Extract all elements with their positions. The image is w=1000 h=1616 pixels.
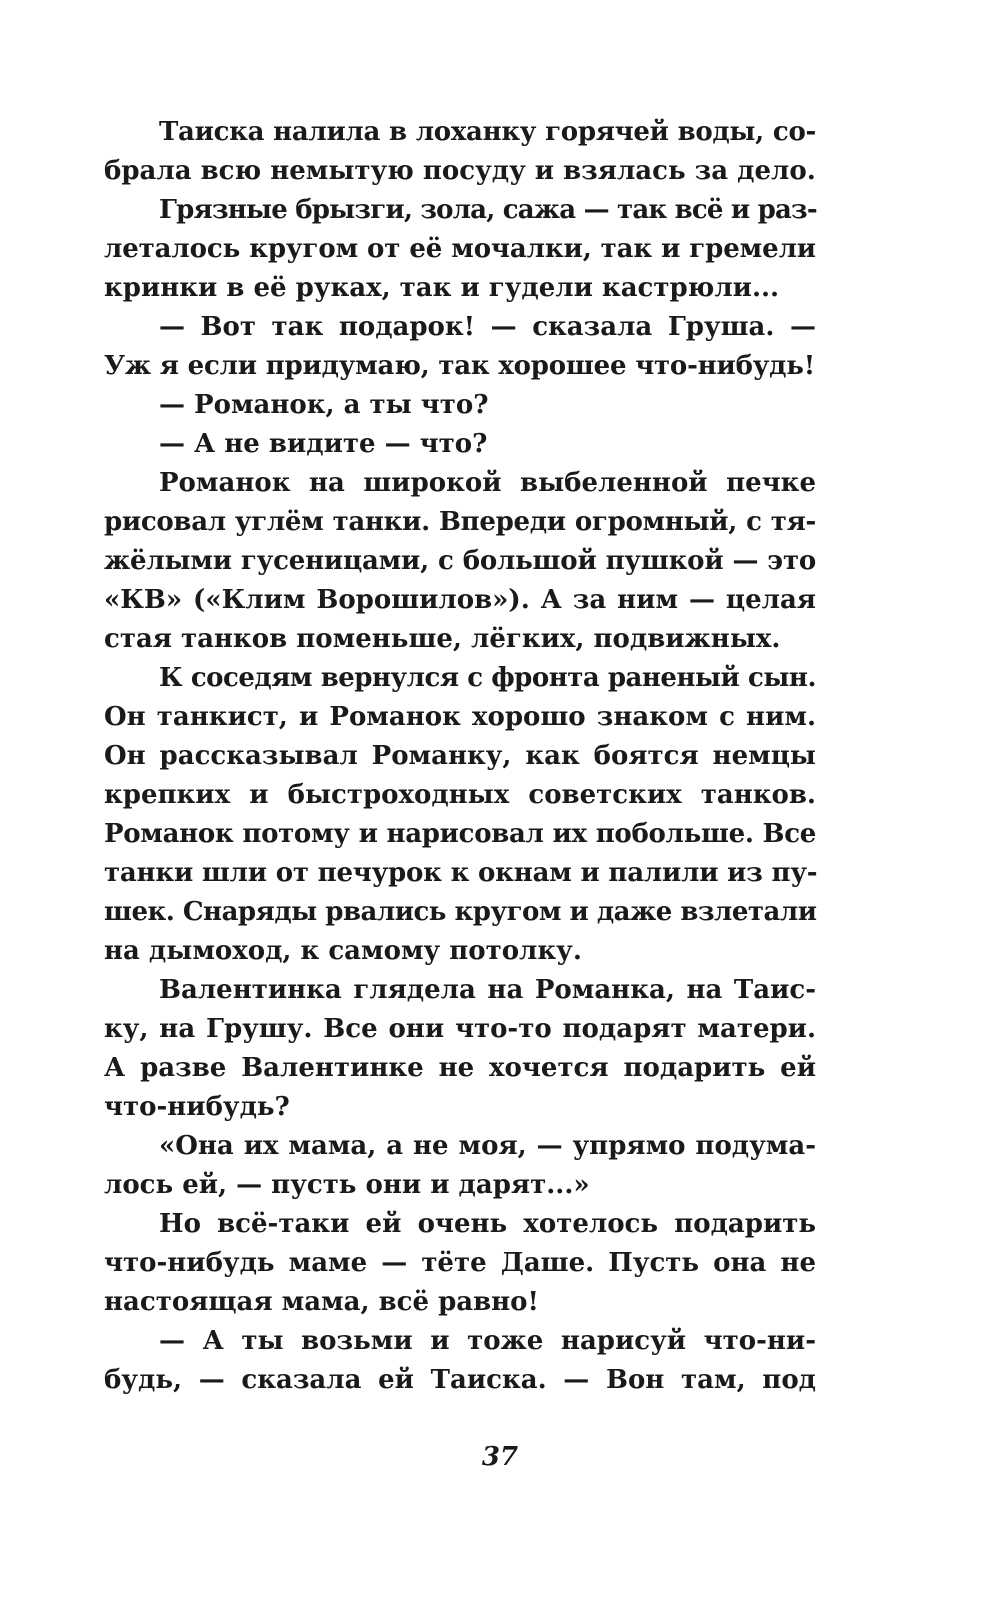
text-line: брала всю немытую посуду и взялась за дело.: [104, 156, 816, 186]
text-line: — А не видите — что?: [159, 429, 488, 459]
text-line: стая танков поменьше, лёгких, подвижных.: [104, 624, 781, 654]
text-line: Уж я если придумаю, так хорошее что-нибудь!: [104, 351, 815, 381]
text-line: лось ей, — пусть они и дарят...»: [104, 1170, 590, 1200]
text-line: — Романок, а ты что?: [159, 390, 489, 420]
text-line: «КВ» («Клим Ворошилов»). А за ним — целая: [104, 585, 816, 615]
text-line: Романок на широкой выбеленной печке: [159, 468, 816, 498]
text-line: Таиска налила в лоханку горячей воды, со-: [159, 117, 816, 147]
text-line: «Она их мама, а не моя, — упрямо подума-: [159, 1131, 816, 1161]
text-line: рисовал углём танки. Впереди огромный, с тя-: [104, 507, 816, 537]
text-line: — Вот так подарок! — сказала Груша. —: [159, 312, 816, 342]
text-line: жёлыми гусеницами, с большой пушкой — это: [104, 546, 816, 576]
text-line: К соседям вернулся с фронта раненый сын.: [159, 663, 816, 693]
text-line: что-нибудь?: [104, 1092, 290, 1122]
text-line: Он танкист, и Романок хорошо знаком с ним.: [104, 702, 816, 732]
text-line: Романок потому и нарисовал их побольше. Все: [104, 819, 816, 849]
text-line: Он рассказывал Романку, как боятся немцы: [104, 741, 816, 771]
text-line: Но всё-таки ей очень хотелось подарить: [159, 1209, 816, 1239]
page-number: 37: [481, 1442, 519, 1472]
text-line: что-нибудь маме — тёте Даше. Пусть она не: [104, 1248, 816, 1278]
text-line: будь, — сказала ей Таиска. — Вон там, под: [104, 1365, 816, 1395]
text-line: на дымоход, к самому потолку.: [104, 936, 582, 966]
text-line: ку, на Грушу. Все они что-то подарят матери.: [104, 1014, 816, 1044]
body-text: [104, 113, 816, 1400]
text-line: — А ты возьми и тоже нарисуй что-ни-: [159, 1326, 816, 1356]
text-line: Грязные брызги, зола, сажа — так всё и раз-: [159, 195, 817, 225]
text-line: крепких и быстроходных советских танков.: [104, 780, 816, 810]
text-line: леталось кругом от её мочалки, так и гремели: [104, 234, 816, 264]
text-line: Валентинка глядела на Романка, на Таис-: [159, 975, 816, 1005]
text-line: кринки в её руках, так и гудели кастрюли...: [104, 273, 780, 303]
text-line: А разве Валентинке не хочется подарить ей: [104, 1053, 816, 1083]
text-line: танки шли от печурок к окнам и палили из пу-: [104, 858, 818, 888]
text-line: настоящая мама, всё равно!: [104, 1287, 539, 1317]
text-line: шек. Снаряды рвались кругом и даже взлетали: [104, 897, 817, 927]
